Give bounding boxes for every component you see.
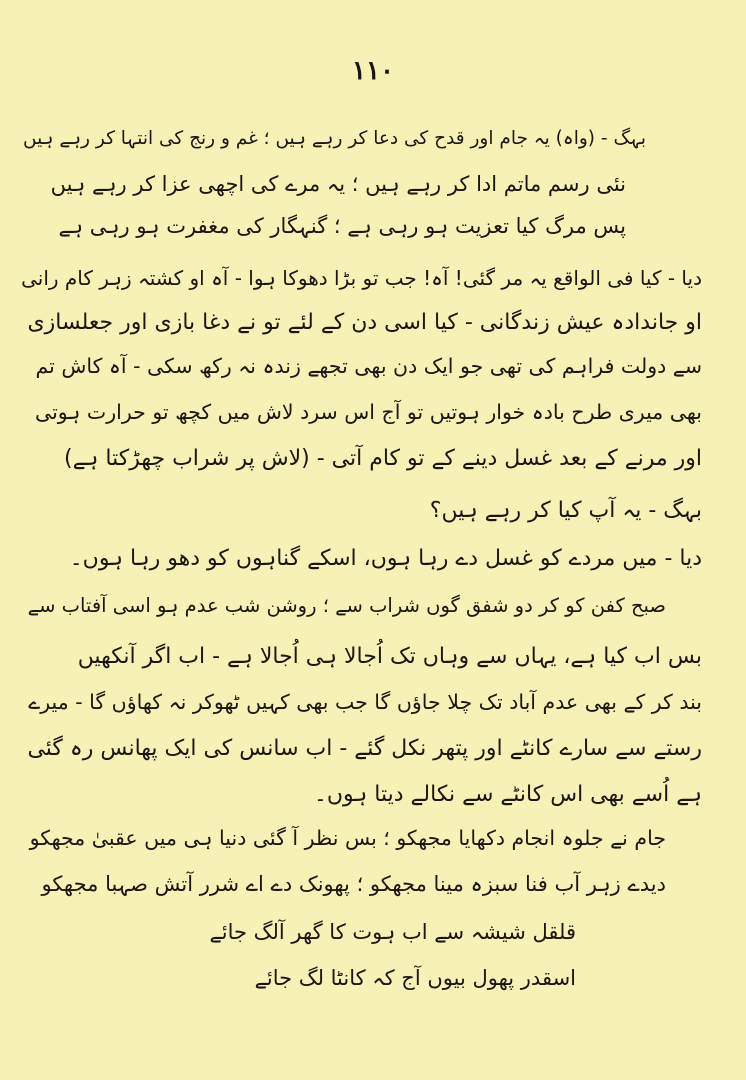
text-line: صبح کفن کو کر دو شفق گوں شراب سے ؛ روشن شب عدم ہو اسی آفتاب سے: [27, 594, 666, 617]
text-line: قلقل شیشہ سے اب ہوت کا گھر آلگ جائے: [209, 920, 576, 944]
text-line: دیا - کیا فی الواقع یہ مر گئی! آہ! جب تو بڑا دھوکا ہوا - آہ او کشتہ زہر کام رانی: [21, 266, 702, 290]
page-number: ۱۱۰: [352, 56, 394, 86]
text-line: او جاندادہ عیش زندگانی - کیا اسی دن کے لئے تو نے دغا بازی اور جعلسازی: [27, 310, 702, 335]
text-line: اور مرنے کے بعد غسل دینے کے تو کام آتی - (لاش پر شراب چھڑکتا ہے): [64, 446, 702, 471]
text-line: سے دولت فراہم کی تھی جو ایک دن بھی تجھے زندہ نہ رکھ سکی - آہ کاش تم: [35, 354, 702, 378]
text-line: بہگ - یہ آپ کیا کر رہے ہیں؟: [429, 498, 702, 523]
text-line: بھی میری طرح بادہ خوار ہوتیں تو آج اس سرد لاش میں کچھ تو حرارت ہوتی: [35, 400, 702, 424]
text-line: رستے سے سارے کانٹے اور پتھر نکل گئے - اب سانس کی ایک پھانس رہ گئی: [27, 736, 702, 761]
text-line: جام نے جلوہ انجام دکھایا مجھکو ؛ بس نظر آ گئی دنیا ہی میں عقبیٰ مجھکو: [29, 826, 666, 850]
text-line: بہگ - (واہ) یہ جام اور قدح کی دعا کر رہے ہیں ؛ غم و رنج کی انتہا کر رہے ہیں: [22, 128, 646, 149]
text-line: نئی رسم ماتم ادا کر رہے ہیں ؛ یہ مرے کی اچھی عزا کر رہے ہیں: [50, 172, 626, 196]
text-line: بند کر کے بھی عدم آباد تک چلا جاؤں گا جب بھی کہیں ٹھوکر نہ کھاؤں گا - میرے: [28, 690, 702, 714]
text-line: بس اب کیا ہے، یہاں سے وہاں تک اُجالا ہی اُجالا ہے - اب اگر آنکھیں: [77, 644, 702, 669]
text-line: اسقدر پھول بیوں آج کہ کانٹا لگ جائے: [254, 966, 576, 990]
text-line: دیدے زہر آب فنا سبزہ مینا مجھکو ؛ پھونک دے اے شرر آتش صہبا مجھکو: [41, 872, 666, 896]
text-line: ہے اُسے بھی اس کانٹے سے نکالے دیتا ہوں۔: [313, 782, 702, 807]
text-line: پس مرگ کیا تعزیت ہو رہی ہے ؛ گنہگار کی مغفرت ہو رہی ہے: [58, 214, 626, 238]
text-line: دیا - میں مردے کو غسل دے رہا ہوں، اسکے گناہوں کو دھو رہا ہوں۔: [69, 546, 702, 571]
